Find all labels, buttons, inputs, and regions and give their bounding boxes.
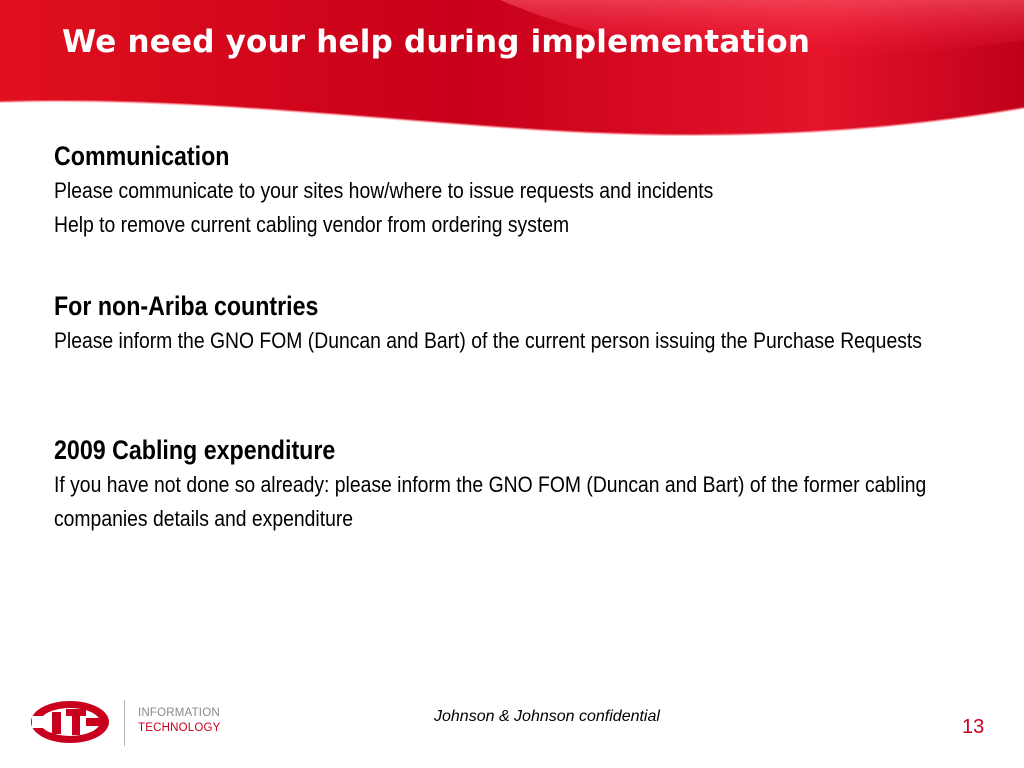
slide-title: We need your help during implementation [62,24,811,60]
confidential-note: Johnson & Johnson confidential [434,708,660,725]
page-number: 13 [962,716,985,738]
section-line: Help to remove current cabling vendor from ordering system [54,212,570,237]
section-line: Please inform the GNO FOM (Duncan and Bart) of the current person issuing the Purchase Requests [54,328,922,353]
section-line: Please communicate to your sites how/where to issue requests and incidents [54,178,714,203]
section-heading: Communication [54,141,230,171]
header-banner [0,0,1024,150]
department-label [138,706,221,736]
section-non-ariba [54,288,1004,358]
section-cabling-expenditure [54,432,1004,536]
department-line2: TECHNOLOGY [138,722,221,734]
section-communication [54,138,821,242]
department-line1: INFORMATION [138,707,220,719]
footer-divider [124,700,125,746]
section-line: If you have not done so already: please inform the GNO FOM (Duncan and Bart) of the former cabling companies details and expenditure [54,472,927,531]
section-heading: For non-Ariba countries [54,291,319,321]
it-logo-icon [28,696,112,748]
section-heading: 2009 Cabling expenditure [54,435,336,465]
